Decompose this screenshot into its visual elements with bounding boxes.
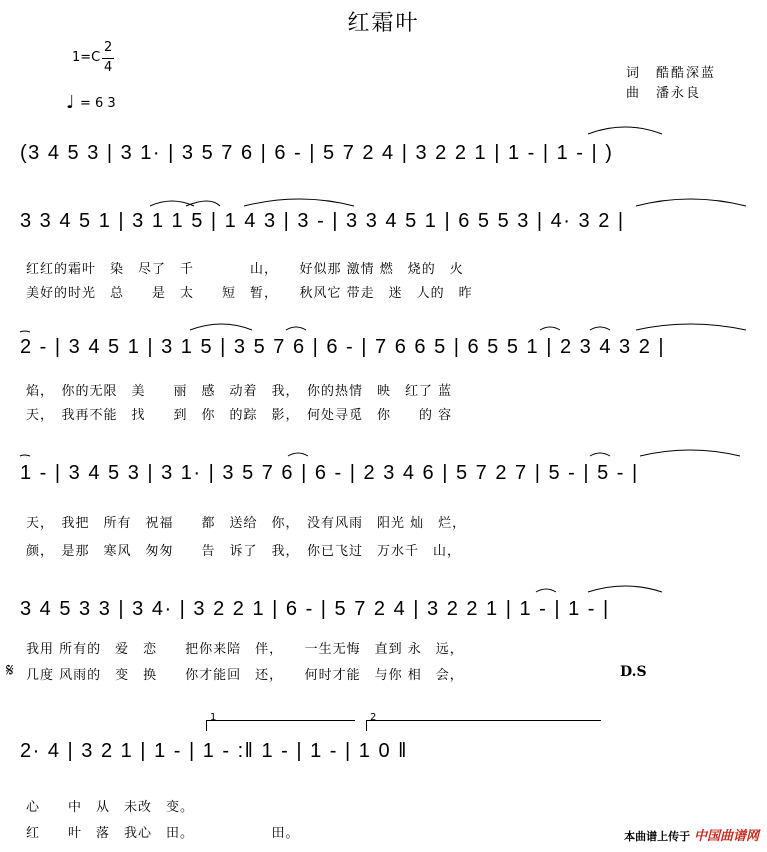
ds-mark: D.S <box>620 664 647 680</box>
slur-16 <box>536 589 556 592</box>
lyric-line-2b: 美好的时光 总 是 太 短 暂， 秋风它 带走 迷 人的 昨 <box>26 286 473 301</box>
slur-6 <box>20 331 30 332</box>
lyric-line-3b: 天， 我再不能 找 到 你 的踪 影， 何处寻觅 你 的 容 <box>26 408 453 423</box>
time-signature-bar <box>102 58 114 59</box>
lyric-line-4a: 天， 我把 所有 祝福 都 送给 你， 没有风雨 阳光 灿 烂， <box>26 516 467 531</box>
slur-12 <box>20 455 30 456</box>
slur-3 <box>186 201 220 206</box>
slur-13 <box>288 453 308 456</box>
slur-8 <box>286 327 306 330</box>
lyric-line-6a: 心 中 从 未改 变。 <box>26 800 195 815</box>
slur-11 <box>636 324 746 330</box>
song-title: 红霜叶 <box>347 11 420 36</box>
lyric-line-5a: 我用 所有的 爱 恋 把你来陪 伴， 一生无悔 直到 永 远， <box>26 642 464 657</box>
quarter-note-icon: ♩ <box>66 92 75 113</box>
slur-9 <box>540 327 560 330</box>
staff-line-1: (3 4 5 3 | 3 1· | 3 5 7 6 | 6 - | 5 7 2 4 | 3 2 2 1 | 1 - | 1 - | ) <box>20 142 614 164</box>
slur-1 <box>588 127 662 134</box>
lyric-line-5b: 几度 风雨的 变 换 你才能回 还， 何时才能 与你 相 会， <box>26 668 464 683</box>
footer-prefix: 本曲谱上传于 <box>624 830 691 843</box>
staff-line-2: 3 3 4 5 1 | 3 1 1 5 | 1 4 3 | 3 - | 3 3 4 5 1 | 6 5 5 3 | 4· 3 2 | <box>20 210 625 232</box>
staff-line-5: 3 4 5 3 3 | 3 4· | 3 2 2 1 | 6 - | 5 7 2 4 | 3 2 2 1 | 1 - | 1 - | <box>20 598 610 620</box>
time-signature-bottom: 4 <box>104 60 113 75</box>
tempo-value: = 6 3 <box>80 96 116 111</box>
staff-line-4: 1 - | 3 4 5 3 | 3 1· | 3 5 7 6 | 6 - | 2 3 4 6 | 5 7 2 7 | 5 - | 5 - | <box>20 462 639 484</box>
slur-2 <box>150 201 194 206</box>
slur-4 <box>244 199 354 206</box>
slur-5 <box>636 199 746 206</box>
staff-line-3: 2 - | 3 4 5 1 | 3 1 5 | 3 5 7 6 | 6 - | 7 6 6 5 | 6 5 5 1 | 2 3 4 3 2 | <box>20 336 666 358</box>
lyric-line-4b: 颜， 是那 寒风 匆匆 告 诉了 我， 你已飞过 万水千 山， <box>26 544 462 559</box>
slur-15 <box>640 450 740 456</box>
lyricist-credit: 词 酷酷深蓝 <box>626 66 717 81</box>
key-signature: 1=C <box>72 50 101 65</box>
composer-credit: 曲 潘永良 <box>626 86 702 101</box>
footer-credit <box>624 825 759 844</box>
volta-1-bracket <box>206 712 355 731</box>
segno-icon: 𝄋 <box>6 660 14 681</box>
volta-1-label: 1 <box>210 712 217 723</box>
volta-2-label: 2 <box>370 712 377 723</box>
lyric-line-6b: 红 叶 落 我心 田。 田。 <box>26 826 300 841</box>
slur-7 <box>190 324 252 330</box>
slur-10 <box>590 327 610 330</box>
staff-line-6: 2· 4 | 3 2 1 | 1 - | 1 - :‖ 1 - | 1 - | 1 0 ‖ <box>20 740 408 762</box>
volta-2-bracket <box>366 712 601 731</box>
time-signature-top: 2 <box>104 40 113 55</box>
lyric-line-3a: 焰， 你的无限 美 丽 感 动着 我， 你的热情 映 红了 蓝 <box>26 384 453 399</box>
slur-17 <box>588 586 662 592</box>
slur-14 <box>590 453 610 456</box>
lyric-line-2a: 红红的霜叶 染 尽了 千 山， 好似那 激情 燃 烧的 火 <box>26 262 464 277</box>
footer-brand[interactable]: 中国曲谱网 <box>693 829 759 844</box>
